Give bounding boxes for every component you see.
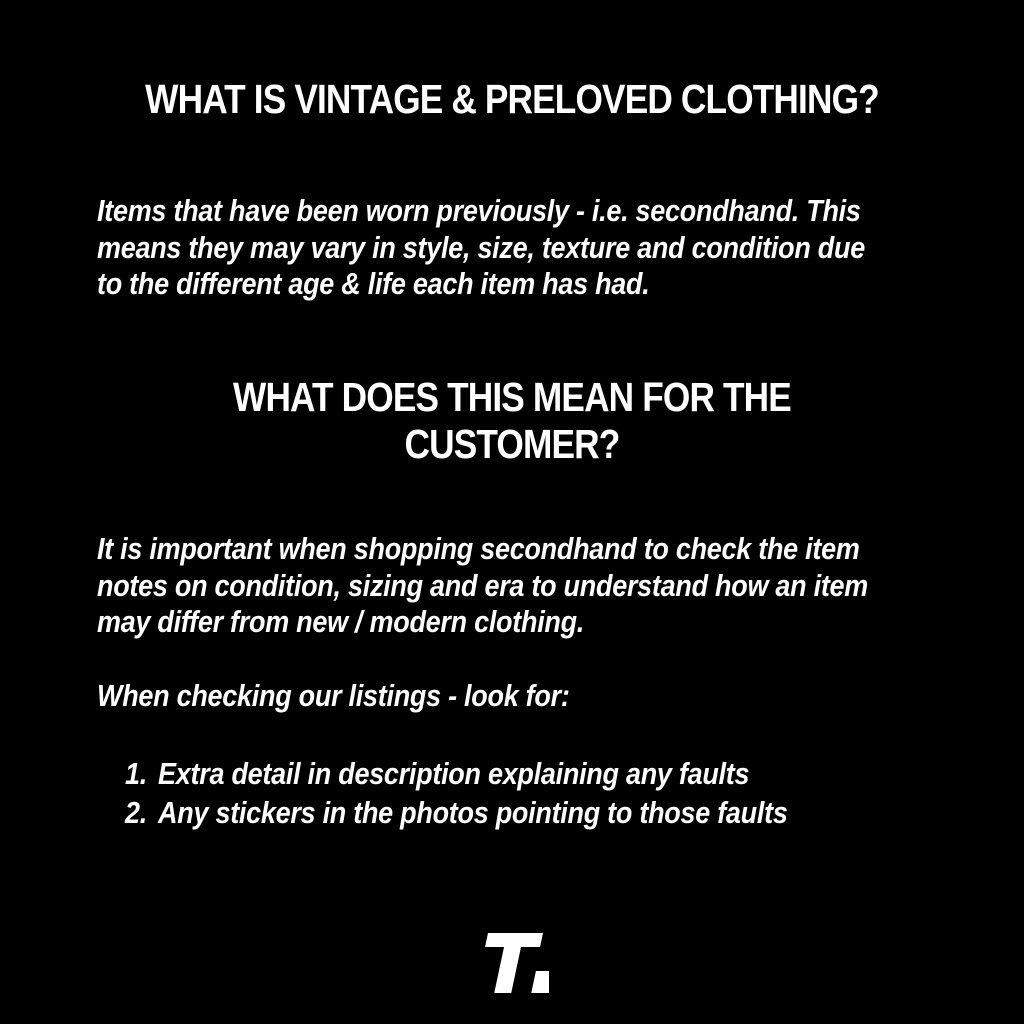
intro-paragraph (97, 193, 865, 303)
brand-logo (0, 933, 1024, 995)
checklist-item-text: Any stickers in the photos pointing to those faults (158, 794, 788, 830)
section-title (72, 374, 953, 468)
checklist-item-number: 2. (125, 794, 147, 830)
text-line: CUSTOMER? (404, 421, 620, 467)
customer-paragraph (97, 531, 868, 641)
text-line: When checking our listings - look for: (97, 678, 570, 713)
main-title: WHAT IS VINTAGE & PRELOVED CLOTHING? (145, 76, 879, 122)
checklist-item-text: Extra detail in description explaining any faults (158, 756, 750, 791)
checklist-item (125, 755, 788, 794)
text-line: to the different age & life each item has had. (97, 266, 650, 301)
text-line: means they may vary in style, size, texture and condition due (97, 229, 865, 265)
text-line: WHAT DOES THIS MEAN FOR THE (233, 374, 791, 420)
checklist-item-number: 1. (125, 756, 147, 791)
faults-checklist (125, 755, 788, 832)
listings-note (97, 678, 570, 715)
text-line: notes on condition, sizing and era to understand how an item (97, 567, 869, 603)
brand-logo-t-icon (475, 933, 549, 995)
text-line: may differ from new / modern clothing. (97, 604, 585, 639)
text-line: It is important when shopping secondhand to check the item (97, 531, 860, 566)
text-line: Items that have been worn previously - i.e. secondhand. This (97, 193, 861, 228)
checklist-item (125, 794, 788, 833)
